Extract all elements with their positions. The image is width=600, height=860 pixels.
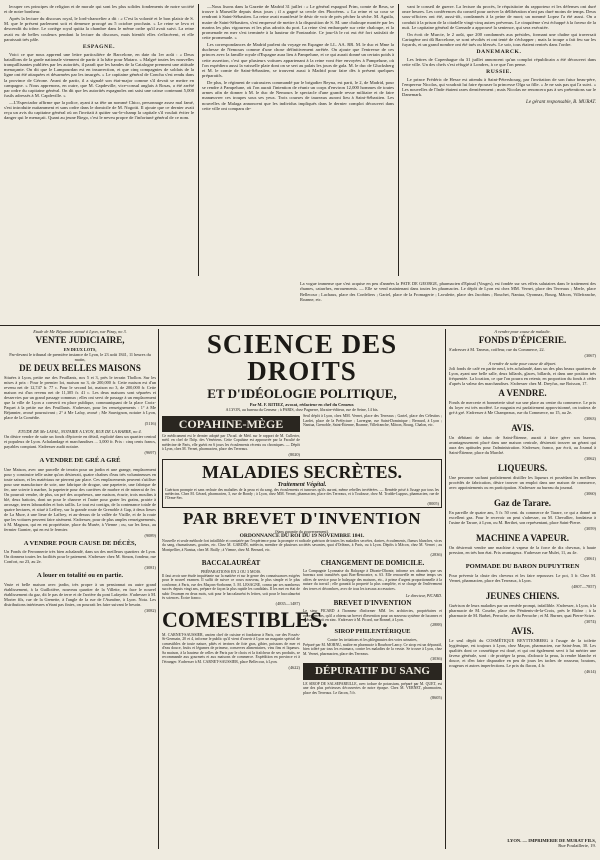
- ad-number: (3074): [584, 618, 596, 624]
- depuratif-number: (8605): [430, 695, 442, 701]
- news-paragraph: Après la lecture du discours royal, le lord-chancelier a dit : « C'est la volonté et le bon plaisir de S. M. que le présent parlement soit et demeure prorogé au 5 octobre prochain. » Le reine se leva et descendit du trône. Le cortège royal quitta la chambre dans le même ordre qu'il avait suivi. La reine avait eu de belles couleurs pendant la lecture du discours, mais bientôt elles s'effacèrent, et elle paraissait très pâle.: [4, 15, 194, 42]
- column-divider: [198, 4, 199, 276]
- ad-block: [449, 389, 596, 421]
- ad-block: [4, 458, 156, 538]
- copahine-depots: Seul dépôt à Lyon, chez MM. Vernet, place des Terreaux ; Gariel, place des Célestins ; Lardet, place de la Préfecture ; Lavergne, rue Saint-Dominique ; Bernard, à Lyon ; Nantua, Grenoble, Saint-Étienne, Roanne, Villefranche, Mâcon, Bourg, Chalon, etc.: [303, 414, 442, 428]
- sirop-title: SIROP PHILENTÉRIQUE: [334, 628, 411, 636]
- gerant-signature: Le gérant responsable, B. MURAT.: [526, 99, 596, 105]
- ad-title: Gaz de Tarare.: [493, 498, 552, 508]
- ad-number: (9697): [144, 450, 156, 455]
- ad-title: AVIS.: [511, 423, 534, 433]
- copahine-mege-title: COPAHINE-MÈGE: [162, 416, 300, 432]
- ad-number: (3067): [584, 353, 596, 358]
- ad-block: [4, 429, 156, 455]
- ad-body: Un débitant de tabac de Saint-Étienne, aurait à faire gérer son bureau, avantageusement placé dans une maison centrale, désirerait trouver un gérant qui aura des aptitudes pour l'administration. S'adresser, franco, par écrit, au Journal à Saint-Étienne, place du Marché.: [449, 435, 596, 455]
- ad-description: Par-devant le tribunal de première instance de Lyon, le 23 août 1841, 11 heures du matin,: [9, 352, 151, 362]
- ad-heading: Etude de Me Béjannier, avoué à Lyon, rue Pizay, no 3.: [33, 329, 127, 334]
- pate-de-george-notice: La vogue immense que s'est acquise en peu d'années la PATE DE GEORGE, pharmacien d'Epinal (Vosges), est fondée sur ses effets salutaires dans le traitement des rhumes, catarrhes, enrouements. — Elle se vend maintenant dans toutes les pharmacies. Le dépôt de Lyon est chez MM. Vernet, place des Terreaux ; Merle, place Bellecour ; Lachaux, place des Cordeliers ; Gariel, place de la Fromagerie ; Lavalette, place des Jacobins ; Bouchet, Nantua, Oyonnax, Bourg, Mâcon, Villefranche, Roanne, etc.: [300, 281, 596, 303]
- maladies-secretes-title: MALADIES SECRÈTES.: [201, 461, 403, 482]
- ad-body: On désire vendre de suite un fonds d'épicerie en détail, exploité dans un quartier central et populeux de Lyon. Achalandage et marchandises ... 3,000 fr. Prix : cinq cents francs, payables comptant. S'adresser audit notaire.: [4, 434, 156, 449]
- brevet-picard-number: (2888): [430, 622, 442, 628]
- ad-body: Guérison de leurs maladies par un remède prompt, infaillible. S'adresser, à Lyon, à la pharmacie de M. Courbe, place des Pénitents-de-la-Croix, près le Rhône ; à la pharmacie de M. Barbet, Perrache, rue du Perrache ; et M. Burner, quai Pierre-Scize.: [449, 602, 596, 618]
- comestibles-number: (4622): [288, 664, 300, 670]
- ad-heading: A vendre de suite pour cause de départ.: [488, 361, 557, 366]
- ad-body: Une Maison, avec une parcelle de terrain pour un jardin et une grange, emplacement pour y construire telle usine qu'on désirerait, quatre chaînes d'eau très volumineuses en toute saison, et les matériaux ne pierrent par place. Ces emplacements peuvent s'utiliser pour une manufacture de soie, une fabrique de drogue, une papeterie, une fabrique de fer, une scierie à marbre, la papeterie pour des carrières de marbre et de minerai de fer. On pourrait vendre, de plus, un pré des acquéreurs, une maison, écurie, trois moulins à blé, deux battoirs, dont un pour le chanvre et l'autre pour grater les grains, prairie à arrosage, terres labourables et bois taillis. Le tout est contigu, de la contenance totale de quatre hectares, et situé à Leffrey, sur la grande route de Grenoble à Gap, à deux lieues de La Mure, à une lieue de Laffrey, et au-dessus de la vallée de Vizille, et de la route que les voitures peuvent faire aisément. S'adresser, pour de plus amples renseignements, à M. Magnon, qui en est propriétaire, place du Musée, à Vienne ; ou, sur les lieux, au fermier Garnier, qui en est le fermier.: [4, 466, 156, 532]
- section-heading: ESPAGNE.: [82, 43, 116, 50]
- ad-body: Joli fonds de café en partie neuf, très achalandé, dans un des plus beaux quartiers de Lyon, ayant une belle salle, deux billards, glaces, billards, et dans une position très fréquentée. La location, ce que l'on pourra en retenir, en proportion du fonds à céder d'après la valeur des marchandises. S'adresser chez M. Dreyfus, rue Boisson, 17.: [449, 366, 596, 386]
- ad-body: Vaste et belle maison avec jardin, très propre à un pensionnat ou autre grand établissement, à la Guillotière, nouveau quartier de la Villette, en face le nouvel établissement du gaz, dit le pas de terre et de l'arrière du pont Lafayette. S'adresser à M. Morier fils, rue de la Grenette, à l'angle de la rue de l'Aumône, à Lyon. Nota. Les distributions intérieures n'étant pas finies, on pourrait les faire suivant le besoin.: [4, 581, 156, 607]
- brevet-sub: (Sans garantie du gouvernement).: [275, 528, 329, 534]
- ad-heading: A vendre pour cause de maladie.: [494, 329, 551, 334]
- ad-block: [449, 329, 596, 358]
- ad-number: (4807—7857): [571, 583, 596, 589]
- brevet-invention-title: PAR BREVET D'INVENTION: [182, 508, 422, 528]
- ad-block: [449, 627, 596, 674]
- copahine-text: Ce médicament est le dernier adopté par l'Acad. de Méd. sur le rapport de M. Cullerier, méd. en chef de l'hôp. des Vénériens. Cette Copahine est approuvée par la Faculté de médecine de Paris, elle guérit en 6 jours les écoulements récents ou chroniques. — Dépôt à Lyon, chez M. Vernet, pharmacien, place des Terreaux.: [162, 434, 300, 452]
- ad-subtitle: EN DEUX LOTS,: [63, 347, 97, 352]
- ad-body: Pour prévenir la chute des cheveux et les faire repousser. Le pot, 3 fr. Chez M. Vernet, pharmacien, place des Terreaux, à Lyon.: [449, 572, 596, 583]
- ideologie-politique-title: ET D'IDÉOLOGIE POLITIQUE,: [207, 386, 397, 401]
- column-divider: [158, 329, 159, 849]
- ad-block: [449, 534, 596, 561]
- ordonnance-line: ORDONNANCE DU ROI DU 19 NOVEMBRE 1841.: [239, 532, 365, 539]
- news-paragraph: —Nous lisons dans la Gazette de Madrid 31 juillet : « Le général espagnol Prim, comte de Reus, se trouve à Marseille depuis deux jours ; il a gagné sa cercle des Phocéens. » La reine et sa cour se rendront à Saint-Sébastien. La reine avait manifesté le désir de voir de près pêcher la sèche. M. Aguila, maire de Saint-Sébastien, s'est empressé de mettre à la disposition de S. M. une chaloupe montée par les marins les plus vigoureux et les plus adroits du port. La reine s'est embarquée sur cette chaloupe, et la promenade en mer s'est terminée à la hauteur de Fontarabie. Ce jour-là le roi eut été fort satisfait de cette promenade. »: [202, 4, 394, 41]
- ad-number: (3059): [584, 526, 596, 531]
- news-paragraph: Les correspondances de Madrid parlent du voyage en Espagne de LL. AA. RR. M. le duc et Mme la duchesse de Nemours comme d'une chose définitivement arrêtée. On ajoute que l'entrevue de ces princes avec la famille royale d'Espagne aura lieu à Pampelune, et ce qui aurait donné un certain poids à cette assertion, c'est que plusieurs voitures appartenant à la reine vont être envoyées à Pampelune, où l'on expédiera aussi la vaisselle plate dont on se sert au palais les jours de gala. M. le duc de Glucksberg et M. le comte de Saint-Sébastien, se trouvent aussi à Madrid pour faire dès à présent quelques préparatifs.: [202, 41, 394, 79]
- printer-imprint: [449, 838, 596, 848]
- ad-title: MACHINE A VAPEUR.: [476, 533, 569, 543]
- baccalaureat-text: Il faut avoir une étude inquiétante sur la matière et sur le genre des connaissances exigées pour le nouvel examen. Il suffit de suivre ce cours nouveau, le plus simple et le plus conforme, à Paris, rue des Maçons-Sorbonne, 5. M. LESAGNE, connu par ses nombreux succès depuis vingt ans, prépare de façon la plus rapide les candidats. Il les met en état de subir l'examen en deux mois, soit pour le baccalauréat ès lettres, soit pour le baccalauréat ès sciences. Écrire franco.: [162, 574, 300, 601]
- ads-column-right: [449, 329, 596, 834]
- ad-title: A VENDRE DE GRÉ A GRÉ: [39, 457, 121, 464]
- ad-number: (3061): [584, 556, 596, 561]
- copahine-number: (8020): [288, 451, 300, 457]
- ad-number: (4614): [584, 668, 596, 674]
- changement-domicile-signature: Le directeur, PICARD.: [405, 593, 442, 599]
- ad-body: En pareille de quatre ans, 5 fr. 50 cent. du commerce de Tarare, ce qui a donné un excellent gaz. Pour le recevoir on peut s'adresser, ou M. Chevallier, fondateur à l'usine de Tarare, à Lyon, ou M. Berthet, son représentant, place Saint-Pierre.: [449, 510, 596, 525]
- brevet-picard-text: Le sieur PICARD à l'honneur d'informer MM. les architectes, propriétaires et entrepreneurs, qu'il a obtenu un brevet d'invention pour un nouveau système de lucarnes et châssis de toit en zinc. S'adresser à M. Picard, rue Bonnel, à Lyon.: [303, 609, 442, 622]
- ad-block: [449, 424, 596, 461]
- news-column-middle: [202, 4, 394, 276]
- column-divider: [445, 329, 446, 849]
- comestibles-title: COMESTIBLES.: [162, 606, 328, 632]
- changement-domicile-title: CHANGEMENT DE DOMICILE.: [320, 559, 425, 568]
- maladies-secretes-box: [162, 459, 442, 508]
- news-paragraph: —L'Espectador affirme que la police, ayant à sa tête un nommé Chico, personnage assez mal famé, s'est introduite nuitamment et sans ordre dans le domicile de M. Nogotti. Il ajoute que ce dernier avait reçu un avis du capitaine général où on l'invitait à quitter sur-le-champ la capitale s'il voulait éviter le danger qui le menaçait. Quant au jeune Riego, c'est le neveu propre de l'infortuné général de ce nom.: [4, 99, 194, 121]
- ad-block: [449, 592, 596, 624]
- ad-title: A VENDRE POUR CAUSE DE DÉCÈS,: [23, 539, 137, 547]
- news-column-left: [4, 4, 194, 276]
- changement-domicile-text: La Compagnie Lyonnaise du Balayage à Dhonte-Dhonte, informe ses abonnés que ses bureaux sont transférés quai Bon-Rencontre, n. 63. Elle renouvelle en même temps ses offres de service pour le balayage des maisons, etc., à prime d'argent proportionnelle à la nature du travail ; elle garantit la propreté la plus complète, et se charge de l'enlèvement des terres et décombres, avec de tous les travaux accessoires.: [303, 569, 442, 591]
- ad-body: Situées à Lyon, petite rue des Feuillants, nos 5 et 3, près le terrain Thollon. Sur les mises à prix : Pour le premier lot, maison no 3, de 200,000 fr. Cette maison est d'un revenu net de 12,747 fr. 77 c. Pour le second lot, maison no 3, de 200,000 fr. Cette maison est d'un revenu net de 11,305 fr. 41 c. Les deux maisons sont séparées et desservies par un grand passage commun ; elles ont servi de passage à un emplacement que la ville de Lyon a converti en place publique, communiquant de la place Croix-Paquet à la petite rue des Feuillants. S'adresser, pour les renseignements : 1° à Me Béjannier, avoué poursuivant ; 2° à Me Lafay, avoué ; Me Sauvignon, notaire à Lyon, place de la Comédie.: [4, 375, 156, 420]
- baccalaureat-sub: PRÉPARATIONS EN 2 OU 3 MOIS.: [200, 569, 262, 575]
- ad-title: POMMADE DU BARON DUPUYTREN: [465, 563, 580, 570]
- section-divider: [0, 325, 600, 326]
- ad-number: (3060): [584, 491, 596, 496]
- ad-title: A louer en totalité ou en partie.: [37, 572, 123, 579]
- news-paragraph: Voici ce que nous apprend une lettre particulière de Barcelone, en date du 1er août : « Deux bataillons de la garde nationale viennent de partir à la hâte pour Mataro. » Malgré toutes les nouvelles tranquillisantes publiées par les autorités, il paraît que les bandes de la Catalogne prennent une attitude menaçante. On dit que le Lampourdan est en insurrection, et que cinq compagnies de soldats de la ligne ont été attaquées et désarmées par les insurgés. » Le capitaine général de Concha s'est rendu dans la province de Gérone. Avant de partir, il a signalé son état-major comme s'il devait se mettre en campagne. » Nous apprenons, en outre, que M. Capdeville, vice-consul anglais à Rosas, a été arrêté par ordre du capitaine général. On dit que les autorités espagnoles ont saisi une caisse contenant 5,000 fusils adressés à M. Capdeville. »: [4, 51, 194, 99]
- ad-body: Fonds de mercerie et bonneterie situé sur une place au centre du commerce. Le prix du loyer est très modéré. Le magasin est parfaitement approvisionné, on traitera de gré à gré. S'adresser à Me Champeaux, rue du Commerce, no 15, au 2e.: [449, 400, 596, 415]
- ad-title: VENTE JUDICIAIRE,: [35, 335, 125, 345]
- baccalaureat-number: (4835—1487): [275, 600, 300, 606]
- brevet-picard-title: BREVET D'INVENTION: [333, 599, 412, 608]
- news-paragraph: lecuper ces principes de religion et de morale qui sont les plus solides fondements de notre société et de notre bonheur.: [4, 4, 194, 15]
- ad-block: [449, 564, 596, 589]
- ritiez-byline: Par M. F. RITIEZ, avocat, rédacteur en chef du Censeur.: [249, 402, 355, 407]
- maladies-number: (8005): [427, 500, 439, 506]
- ad-number: (3063): [584, 416, 596, 421]
- ad-lot-title: DE DEUX BELLES MAISONS: [19, 363, 141, 373]
- ad-body: Le seul dépôt du COSMÉTIQUE REYTTENBERG à l'usage de la toilette hygiénique, est toujours à Lyon, chez Maçon, pharmacien, rue Saint-Jean, 30. Les qualités dont ce cosmétique est doué, et qui ont également servi à lui mériter une faveur générale, sont : de protéger la peau, d'adoucir la peau, la rendre blanche et douce, et d'en faire disparaître en peu de jours les taches de rousseur, boutons, rougeurs et autres imperfections. Le prix du flacon, 4 fr.: [449, 637, 596, 668]
- publisher-line: A LYON, au bureau du Censeur ; à PARIS, chez Pagnerre, libraire-éditeur, rue de Seine, 14 bis.: [225, 407, 379, 412]
- ad-number: (3082): [144, 607, 156, 613]
- ad-title: JEUNES CHIENS.: [485, 590, 560, 601]
- ad-block: [4, 573, 156, 613]
- column-divider: [398, 4, 399, 276]
- ad-number: (9089): [144, 532, 156, 538]
- ad-block: [449, 361, 596, 386]
- comestibles-text: M. CARNET-SAUSSIER, ancien chef de cuisine et fondateur à Paris, rue des Fossés-St-Germain, 20 et 4, informe le public qu'il vient d'ouvrir à Lyon un magasin spécial de comestibles de toute nature, pâtés et terrines de foie gras, gibier, poissons de mer et d'eau douce, fruits et légumes de primeur, conserves alimentaires, vins fins et liqueurs. Sa maison, à la hauteur de celles de Paris par le choix et la fraîcheur de ses produits, se recommande aux gourmets et aux maisons de commerce. Expédition en province et à l'étranger. S'adresser à M. CARNET-SAUSSIER, place Bellecour, à Lyon.: [162, 632, 300, 665]
- sirop-sub: Contre les irritations et les phlegmasies des voies urinaires,: [327, 637, 418, 642]
- brevet-number: (2836): [430, 552, 442, 558]
- section-heading: RUSSIE.: [486, 69, 512, 76]
- ad-body: On désirerait vendre une machine à vapeur de la force de dix chevaux, à haute pression, en très bon état. Prix avantageux. S'adresser rue Mulet, 11, au 4e.: [449, 545, 596, 555]
- ad-body: Un Fonds de Ferronnerie très bien achalandé, dans un des meilleurs quartiers de Lyon. On donnera toutes les facilités pour le paiement. S'adresser chez M. Simon, fondeur, rue Confort, no 23, au 2e.: [4, 549, 156, 564]
- ad-title: AVIS.: [511, 625, 534, 636]
- traitement-vegetal: Traitement Végétal.: [277, 481, 327, 488]
- ad-title: LIQUEURS.: [497, 463, 548, 473]
- ad-title: A VENDRE.: [498, 388, 547, 398]
- news-column-right: [402, 4, 596, 276]
- news-paragraph: De plus, le régiment de cuirassiers commandé par le brigadier Reyna, est parti, le 2, de Madrid, pour se rendre à Pampelune, où l'on aurait l'intention de réunir un corps d'environ 12,000 hommes de toutes armes afin de donner à M. le duc de Nemours le spectacle d'une grande revue militaire et de faire manœuvrer ces troupes sous ses yeux. Trois courses de taureaux auront lieu à Saint-Sébastien. Les nouvelles de Malaga annoncent que les individus impliqués dans le dernier complot découvert dans cette ville ont comparu de-: [202, 79, 394, 111]
- section-heading: DANEMARCK.: [476, 49, 522, 56]
- sirop-number: (3036): [430, 656, 442, 662]
- maladies-text: Guérison prompte et sans rechute des maladies de la peau et du sang, des écoulements et tumeurs qu'ils auront, même rebelles invétérées. — Remède prisé à l'usage par tous les médecins. Chez M. Gérard, pharmacien, 3, rue de Bondy ; à Lyon, chez MM. Vernet, pharmacien, place des Terreaux, et à Toulouse, chez M. Trodde-Luppus, pharmacien, rue de l'Orme-Sec.: [165, 487, 439, 501]
- ad-block: [449, 499, 596, 531]
- ad-block: [4, 541, 156, 571]
- ad-title: FONDS D'ÉPICERIE.: [478, 335, 567, 345]
- ads-column-center: [162, 329, 442, 857]
- sirop-text: Préparé par M. MORNU, maître en pharmacie à Bourbon-Lancy. Ce sirop est un dépuratif, bien toléré par tous les estomacs, contre les maladies de la vessie. Se trouve à Lyon, chez M. Vernet, pharmacien, place des Terreaux.: [303, 642, 442, 656]
- ad-number: (3062): [584, 456, 596, 461]
- ad-block: [449, 464, 596, 496]
- printer-address: Rue Poulaillerie, 19.: [558, 843, 596, 848]
- ad-block: [4, 329, 156, 426]
- science-des-droits-title: SCIENCE DES DROITS: [206, 329, 398, 386]
- depuratif-du-sang-title: DÉPURATIF DU SANG: [303, 663, 442, 680]
- printer-name: LYON. — IMPRIMERIE DE MURAT FILS,: [507, 838, 596, 843]
- baccalaureat-title: BACCALAURÉAT: [201, 559, 261, 568]
- brevet-text: Nouvelle et seule méthode fort infaillible et constatée par l'expérience pour la prompte et radicale guérison de toutes les maladies secrètes, dartres, écoulements, flueurs blanches, vices du sang, rhumatismes, gouttes, etc. Chez M. GARDIN, médecin, membre de plusieurs sociétés savantes, quai d'Orléans, à Paris, ou à Lyon. Dépôts à Mâcon, chez M. Vernet ; au Montpellier, à Nantua, chez M. Bailly ; à Vienne, chez M. Bernard, etc.: [162, 538, 442, 552]
- news-paragraph: Le prince Frédéric de Hesse est attendu à Saint-Pétersbourg, par l'invitation de son futur beau-père, l'empereur Nicolas, qui voudrait lui faire épouser la princesse Olga sa fille. « Je ne sais pas qui l'a suivi. » Les nouvelles de l'Inde étaient rares dernièrement ; mais Nicolas ne renoncera pas à ses prétentions sur le Danemark.: [402, 76, 596, 98]
- ad-number: (3081): [144, 565, 156, 570]
- ads-column-left: [4, 329, 156, 849]
- news-paragraph: On écrit de Murcie, le 2 août, que 200 condamnés aux présides, formant une chaîne qui traversait Cartagène ont dû Barcelone, se sont révoltés et ont tenté de s'échapper ; mais la troupe a fait feu sur les fuyards, et un grand nombre ont été tués ou blessés. Le soir, tous étaient rentrés dans l'ordre.: [402, 31, 596, 47]
- ad-heading: ETUDE DE Me LAVAL, NOTAIRE A LYON, RUE DE LA BARRE, no 4.: [18, 429, 142, 434]
- ad-body: S'adresser à M. Taneux, coiffeur, rue du Commerce, 22.: [449, 347, 545, 352]
- depuratif-text: LE SIROP DE SALSEPAREILLE, avec iodure de potassium, préparé par M. QUET, est une des plus précieuses découvertes de notre époque. Chez M. VERNET, pharmacien, place des Terreaux. Le flacon, 5 fr.: [303, 682, 442, 695]
- news-paragraph: Les lettres de Copenhague du 31 juillet annoncent qu'un complot républicain a été découvert dans cette ville. Un des chefs s'est réfugié à Londres, à ce que l'on pense.: [402, 56, 596, 67]
- ad-number: (5116): [144, 421, 156, 426]
- news-paragraph: vant le conseil de guerre. La lecture du procès, le réquisitoire du rapporteur et les défenses ont duré onze heures. Les conférences du conseil pour arriver la délibération n'ont pas duré moins de temps. Deux sous-officiers ont été, aussi-tôt, condamnés à la peine de mort; un nommé Lopez l'a été aussi. On a conduit à la prison de la citadelle vingt-cinq autres prévenus. Le cinquième s'est échappé à la faveur de la nuit. Le capitaine général de Grenade a approuvé la sentence, qui sera exécutée.: [402, 4, 596, 30]
- ad-body: Une personne sachant parfaitement distiller les liqueurs et possédant les meilleurs procédés de fabrication, désire trouver un emploi dans une maison de commerce, avec appointements ou en participation. S'adresser au bureau du journal.: [449, 475, 596, 490]
